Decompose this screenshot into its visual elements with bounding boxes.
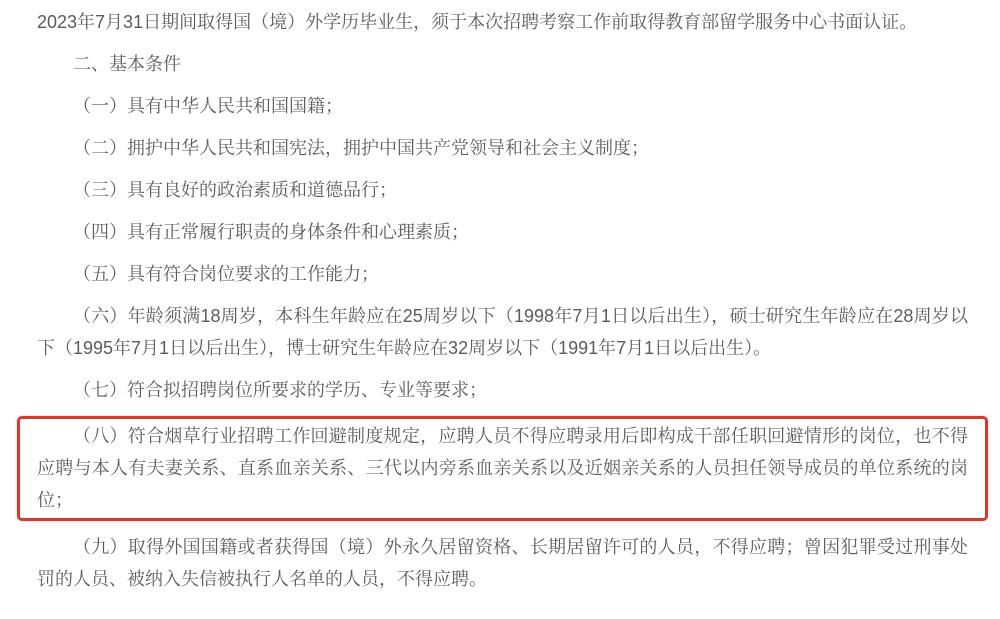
condition-item-5: （五）具有符合岗位要求的工作能力； — [73, 264, 379, 284]
intro-continuation-paragraph: 2023年7月31日期间取得国（境）外学历毕业生，须于本次招聘考察工作前取得教育部留学服务中心书面认证。 — [37, 12, 918, 32]
condition-item-7: （七）符合拟招聘岗位所要求的学历、专业等要求； — [73, 380, 487, 400]
condition-item-2: （二）拥护中华人民共和国宪法，拥护中国共产党领导和社会主义制度； — [73, 138, 649, 158]
condition-item-8-highlighted: （八）符合烟草行业招聘工作回避制度规定，应聘人员不得应聘录用后即构成干部任职回避情形的岗位，也不得应聘与本人有夫妻关系、直系血亲关系、三代以内旁系血亲关系以及近姻亲关系的人员担任领导成员的单位系统的岗位； — [37, 426, 968, 510]
condition-item-3: （三）具有良好的政治素质和道德品行； — [73, 180, 397, 200]
condition-item-6: （六）年龄须满18周岁，本科生年龄应在25周岁以下（1998年7月1日以后出生），硕士研究生年龄应在28周岁以下（1995年7月1日以后出生），博士研究生年龄应在32周岁以下（1991年7月1日以后出生）。 — [37, 306, 968, 358]
highlight-box — [17, 416, 988, 521]
condition-item-1: （一）具有中华人民共和国国籍； — [73, 96, 343, 116]
condition-item-9: （九）取得外国国籍或者获得国（境）外永久居留资格、长期居留许可的人员，不得应聘；曾因犯罪受过刑事处罚的人员、被纳入失信被执行人名单的人员，不得应聘。 — [37, 537, 968, 589]
condition-item-4: （四）具有正常履行职责的身体条件和心理素质； — [73, 222, 469, 242]
section-heading: 二、基本条件 — [73, 54, 181, 74]
